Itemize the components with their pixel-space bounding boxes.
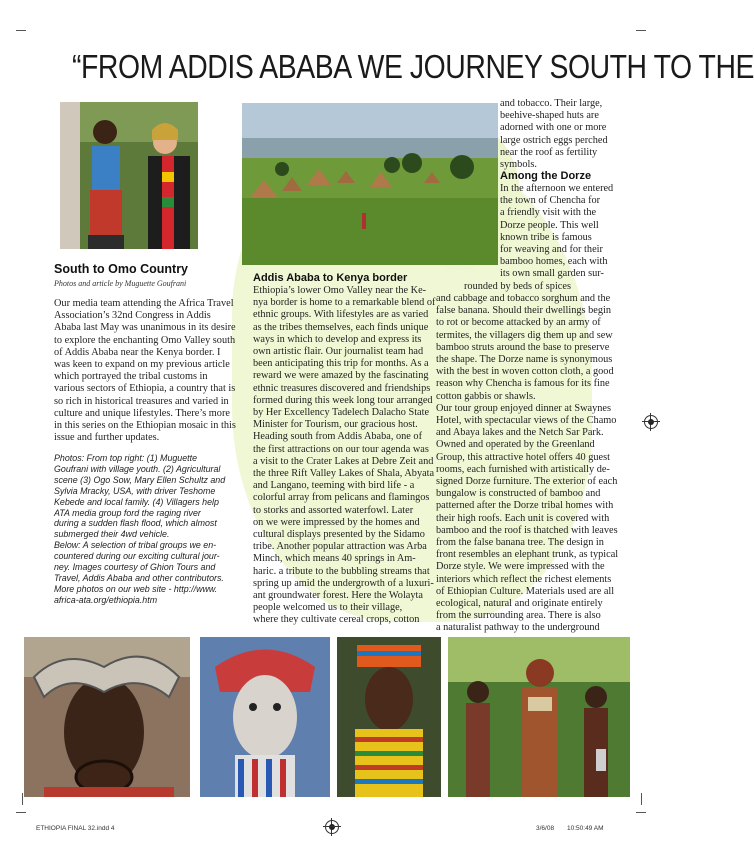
text-line: In the afternoon we entered [500,183,614,194]
crop-mark [641,793,642,805]
byline: Photos and article by Muguette Goufrani [54,279,187,288]
text-line: from the false banana tree. The design in [436,537,604,549]
text-line: and cabbage and tobacco sorghum and the [436,293,611,304]
text-line: to explore the enchanting Omo Valley south [54,334,236,346]
article-body-middle [253,285,435,627]
photo-caption [54,453,244,606]
text-line: Minch, which means 40 springs in Am- [253,553,416,565]
crop-mark [16,30,26,31]
text-line: and Langano, teeming with bird life - a [253,480,415,492]
text-line: reason why Chencha is famous for its fine [436,378,610,390]
text-line: Dorze people. This well [500,219,599,231]
text-line: Ethiopia’s lower Omo Valley near the Ke- [253,285,427,296]
crop-mark [636,30,646,31]
text-line: Dorze style. We were impressed with the [436,561,605,573]
text-line: was keen to expand on my previous article [54,359,230,371]
text-line: bamboo and the roof is thatched with leaves [436,524,618,536]
article-body-left [54,298,244,444]
text-line: their high roofs. Each unit is covered with [436,512,610,524]
text-line: tribe. Another popular attraction was Arba [253,541,427,553]
text-line: Hotel, with spectacular views of the Chamo [436,415,617,427]
slug-time: 10:50:49 AM [567,825,604,832]
registration-mark-icon [325,820,339,834]
text-line: africa-ata.org/ethiopia.htm [54,594,158,605]
slug-date: 3/6/08 [536,825,555,832]
text-line: reward we were amazed by the fascinating [253,370,429,382]
text-line: the first attractions on our tour agenda was [253,443,429,455]
text-line: termites, the villagers dig them up and sew [436,329,613,341]
text-line: so rich in historical treasures and varied in [54,395,229,407]
text-line: front resembles an elephant trunk, as typical [436,549,619,561]
text-line: its own small garden sur- [500,268,604,280]
text-line: ant groundwater forest. Here the Wolayta [253,590,423,602]
text-line: Minister for Tourism, our gracious host. [253,419,418,431]
text-line: Group, this attractive hotel offers 40 guest [436,451,610,463]
text-line: rounded by beds of spices [464,280,571,292]
text-line: signed Dorze furniture. The exterior of each [436,476,618,488]
text-line: false banana. Should their dwellings begin [436,305,612,317]
photo-tribal-portrait-2 [200,637,330,797]
text-line: during a sudden flash flood, which almost [54,518,217,529]
text-line: ethnic treasures discovered and friendships [253,382,431,394]
text-line: ney. Images courtesy of Ghion Tours and [54,562,216,573]
text-line: been anticipating this trip for months. As a [253,358,429,370]
text-line: on we were impressed by the homes and [253,516,420,528]
text-line: near the roof as fertility [500,146,598,158]
text-line: bungalow is constructed of bamboo and [436,488,601,500]
page-headline: “FROM ADDIS ABABA WE JOURNEY SOUTH TO THE [72,48,754,85]
text-line: interiors which reflect the richest elements [436,573,612,585]
article-body-right-top [500,98,630,171]
text-line: Owned and operated by the Greenland [436,439,595,451]
text-line: to storks and assorted waterfowl. Later [253,504,414,516]
photo-tribal-portrait-3 [337,637,441,797]
text-line: Photos: From top right: (1) Muguette [54,453,198,463]
text-line: bamboo struts around the base to preserve [436,341,610,353]
text-line: spring up amid the undergrowth of a luxuri- [253,577,434,589]
text-line: for weaving and for their [500,244,603,256]
photo-village-youth [60,102,198,249]
text-line: of Ethiopian Culture. Materials used are all [436,585,615,597]
text-line: Our tour group enjoyed dinner at Swaynes [436,402,612,414]
crop-mark [16,812,26,813]
article-body-right-narrow [464,183,640,293]
text-line: scene (3) Ogo Sow, Mary Ellen Schultz and [54,474,226,485]
text-line: the three Rift Valley Lakes of Shala, Abyata [253,468,435,480]
text-line: the shape. The Dorze name is synonymous [436,354,613,366]
text-line: Heading south from Addis Ababa, one of [253,431,423,443]
text-line: to rot or become attacked by an army of [436,317,601,329]
text-line: beehive-shaped huts are [500,110,599,122]
text-line: and tobacco. Their large, [500,98,603,109]
text-line: people welcomed us to their village, [253,602,403,614]
text-line: symbols. [500,159,537,171]
text-line: Kebede and local family. (4) Villagers help [54,496,219,507]
text-line: countered during our exciting cultural jour- [54,551,220,562]
text-line: nya border is home to a remarkable blend of [253,297,436,309]
text-line: in this series on the Ethiopian mosaic in this [54,420,236,432]
text-line: bamboo homes, each with [500,256,608,268]
text-line: a naturalist pathway to the underground [436,622,600,634]
text-line: cultural displays presented by the Sidamo [253,529,425,541]
text-line: Travel, Addis Ababa and other contributors. [54,572,224,583]
section-heading: Addis Ababa to Kenya border [253,272,408,284]
text-line: own artistic flair. Our journalist team had [253,346,424,358]
text-line: Sylvia Mracky, USA, with driver Teshome [54,485,216,496]
text-line: from the surrounding area. There is also [436,610,601,622]
text-line: with the best in woven cotton cloth, a good [436,366,614,378]
text-line: ecological, natural and originate entirely [436,598,603,610]
text-line: known tribe is famous [500,231,592,243]
text-line: patterned after the Dorze tribal homes with [436,500,614,512]
text-line: Our media team attending the Africa Travel [54,298,234,309]
text-line: Goufrani with village youth. (2) Agricultural [54,463,221,474]
crop-mark [22,793,23,805]
text-line: cotton gabbis or shawls. [436,390,536,402]
text-line: ways in which to develop and express its [253,333,422,345]
text-line: Ababa last May was unanimous in its desire [54,322,236,334]
text-line: Below: A selection of tribal groups we en- [54,540,217,551]
photo-tribal-portrait-1 [24,637,190,797]
text-line: and Abaya lakes and the Netch Sar Park. [436,427,604,439]
text-line: by Her Excellency Tadelech Dalacho State [253,407,430,419]
text-line: a friendly visit with the [500,207,597,219]
text-line: haric. a tribute to the bubbling streams that [253,565,430,577]
text-line: a visit to the Crater Lakes at Debre Zeit and [253,455,434,467]
text-line: ethnic groups. With lifestyles are as varied [253,309,429,321]
registration-mark-icon [644,415,658,429]
text-line: of Addis Ababa near the Kenya border. I [54,346,221,358]
section-heading: Among the Dorze [500,170,592,182]
text-line: More photos on our web site - http://www. [54,583,218,594]
section-heading: South to Omo Country [54,262,189,276]
crop-mark [636,812,646,813]
slug-filename: ETHIOPIA FINAL 32.indd 4 [36,825,115,832]
text-line: as the tribes themselves, each finds unique [253,321,429,333]
text-line: adorned with one or more [500,122,607,134]
article-body-right-wide [436,293,636,635]
text-line: where they cultivate cereal crops, cotton [253,614,420,626]
text-line: various sectors of Ethiopia, a country that is [54,383,236,395]
photo-tribal-group [448,637,630,797]
text-line: the town of Chencha for [500,195,601,207]
text-line: which portrayed the tribal customs in [54,371,208,383]
photo-agricultural-scene [242,103,498,265]
text-line: submerged their 4wd vehicle. [54,529,170,540]
text-line: colorful array from pelicans and flamingos [253,492,430,504]
text-line: Association’s 32nd Congress in Addis [54,310,211,322]
text-line: issue and further updates. [54,432,160,444]
text-line: ATA media group ford the raging river [54,507,201,518]
text-line: culture and unique lifestyles. There’s more [54,407,230,419]
text-line: rooms, each furnished with artistically de- [436,463,610,475]
text-line: large ostrich eggs perched [500,134,608,146]
text-line: formed during this week long tour arranged [253,394,433,406]
